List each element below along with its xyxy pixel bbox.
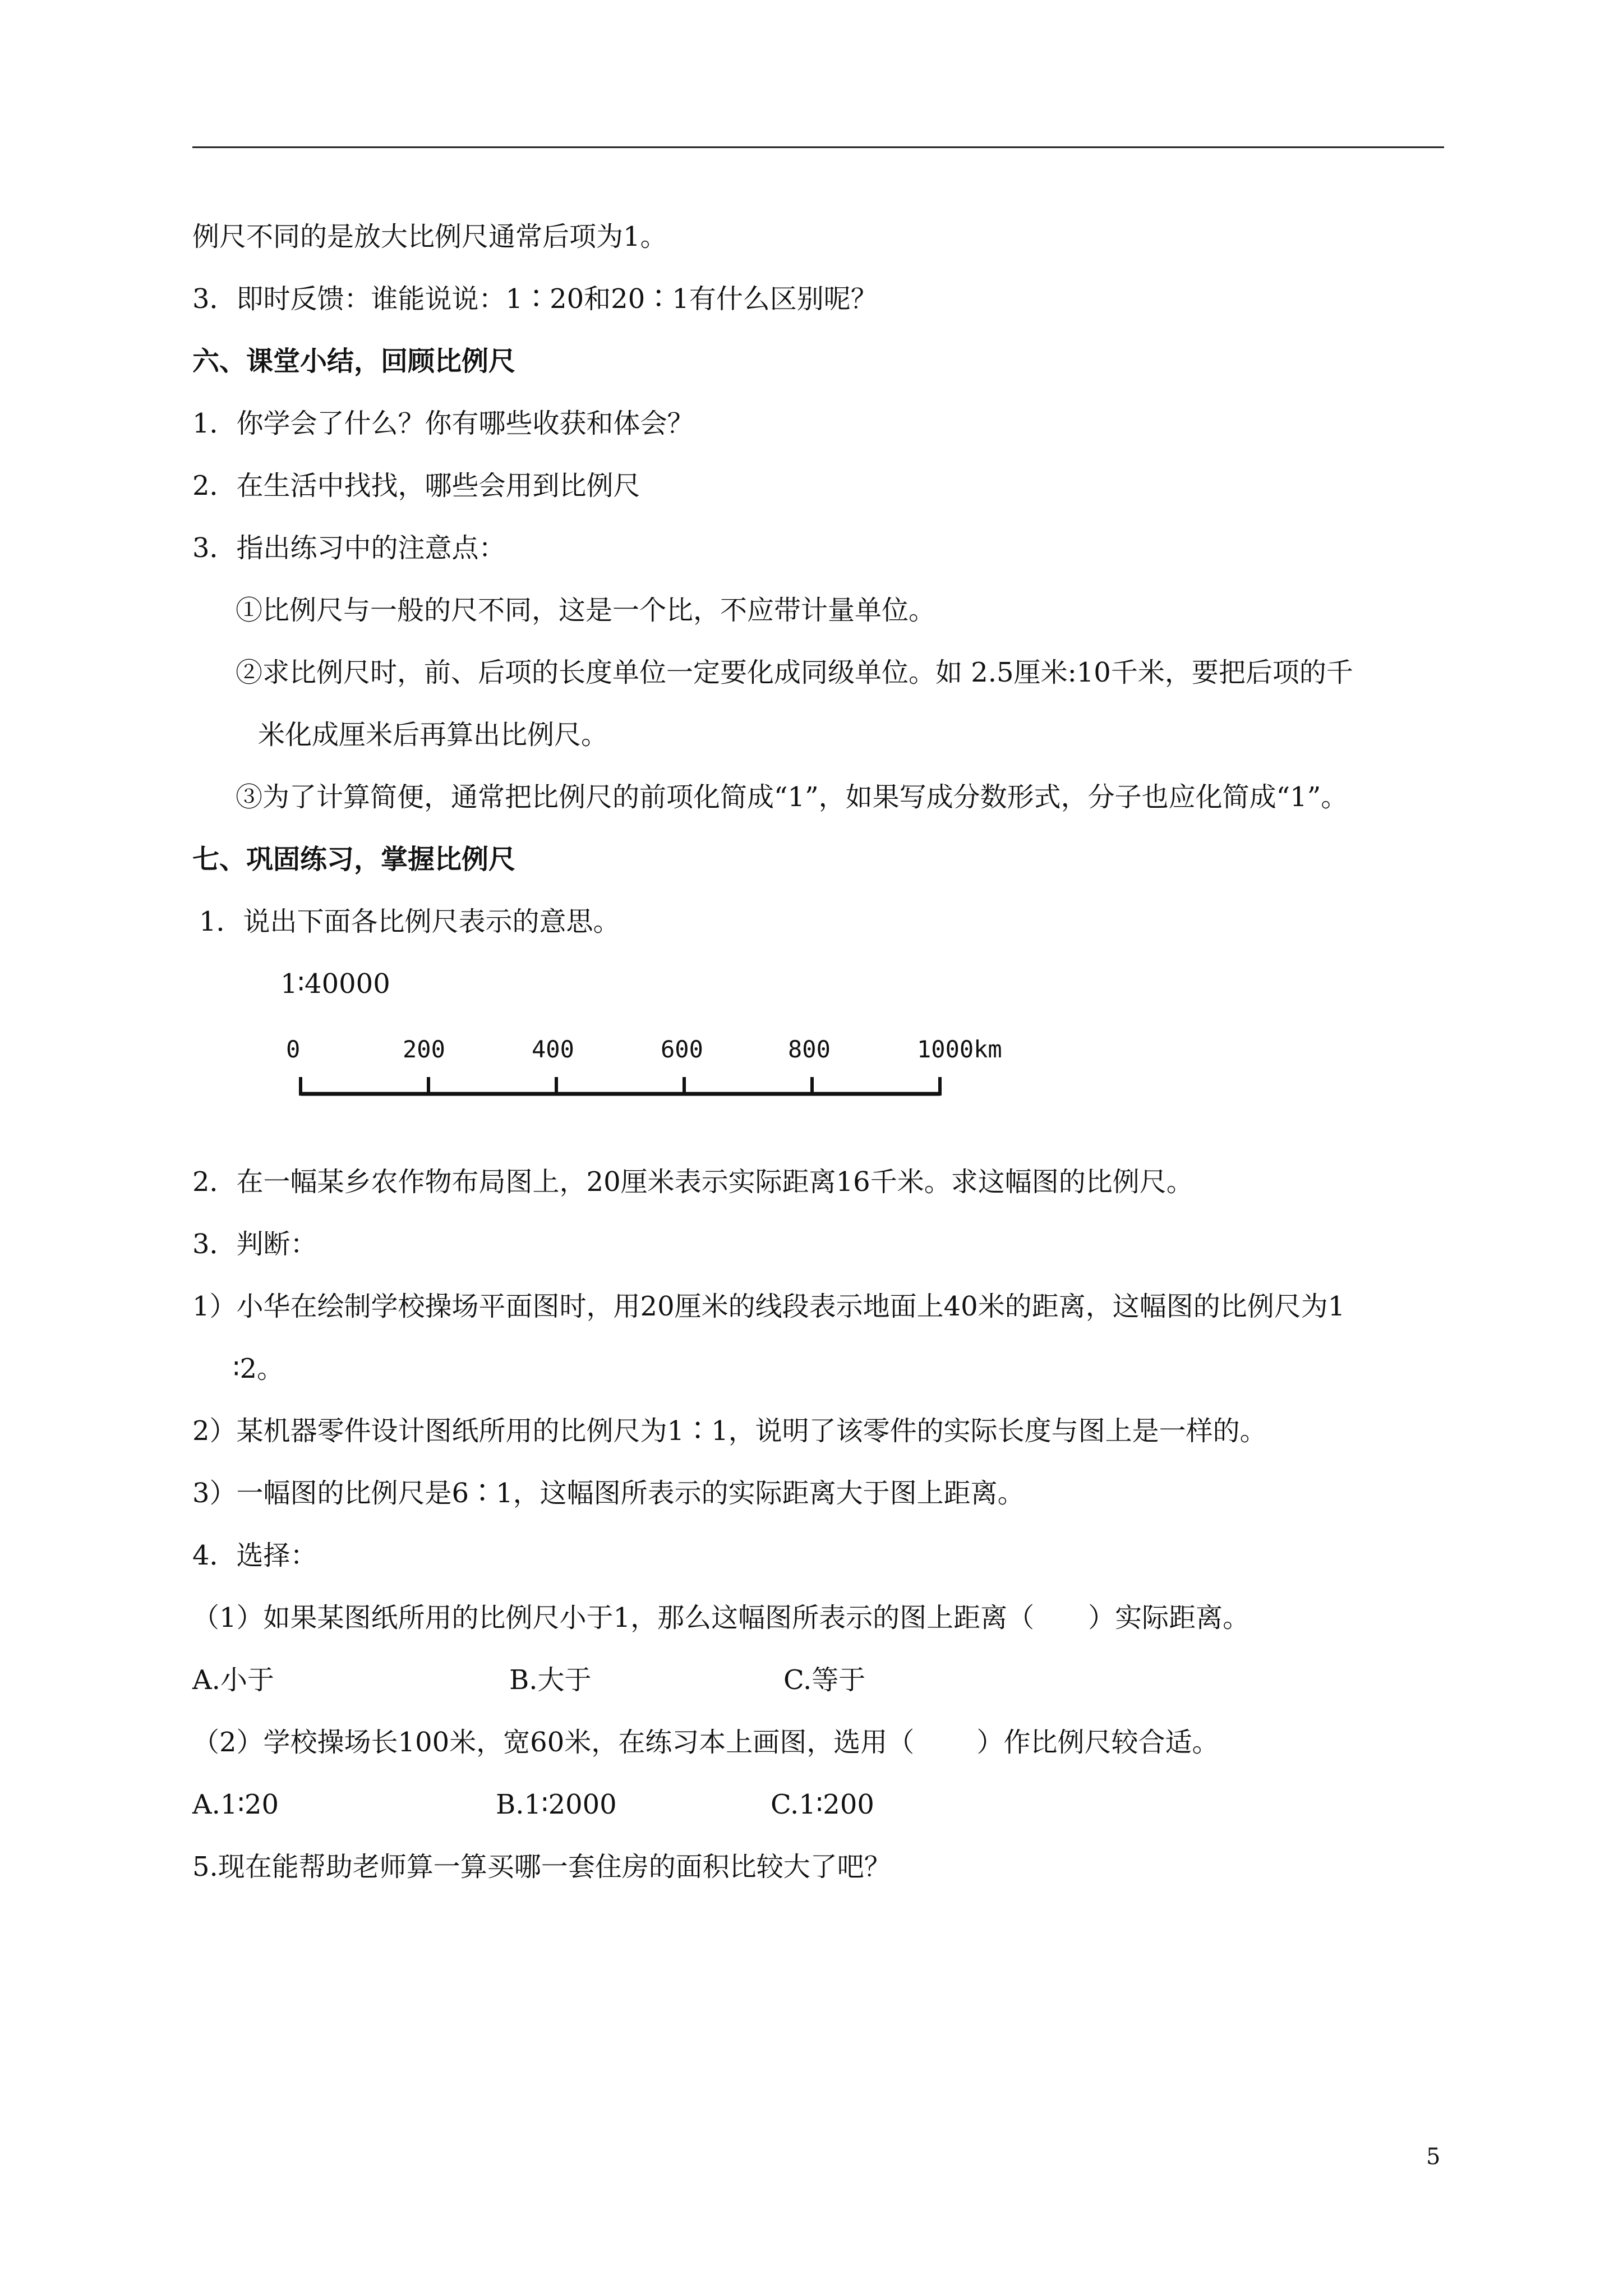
judge-item-1: 1）小华在绘制学校操场平面图时，用20厘米的线段表示地面上40米的距离，这幅图的比例尺为1 bbox=[192, 1291, 1345, 1322]
note-item-1: ①比例尺与一般的尺不同，这是一个比，不应带计量单位。 bbox=[236, 595, 936, 626]
choice-1-option-a: A.小于 bbox=[192, 1664, 274, 1696]
scale-label-0: 0 bbox=[286, 1036, 301, 1063]
choice-2-option-a: A.1∶20 bbox=[192, 1789, 279, 1820]
scale-ratio: 1∶40000 bbox=[280, 968, 390, 1000]
note-item-2: ②求比例尺时，前、后项的长度单位一定要化成同级单位。如 2.5厘米:10千米，要把后项的千 bbox=[236, 657, 1353, 688]
scale-label-800: 800 bbox=[788, 1036, 831, 1063]
exercise-1: 1．说出下面各比例尺表示的意思。 bbox=[199, 906, 620, 937]
scale-label-600: 600 bbox=[661, 1036, 703, 1063]
choice-2-option-b: B.1∶2000 bbox=[496, 1789, 617, 1820]
note-item-2-cont: 米化成厘米后再算出比例尺。 bbox=[258, 719, 608, 751]
text-line-4: 2．在生活中找找，哪些会用到比例尺 bbox=[192, 470, 640, 501]
scale-label-400: 400 bbox=[532, 1036, 574, 1063]
text-line-2: 3．即时反馈：谁能说说：1∶20和20∶1有什么区别呢？ bbox=[192, 283, 878, 315]
judge-item-1-cont: ∶2。 bbox=[233, 1353, 284, 1384]
section-heading-6: 六、课堂小结，回顾比例尺 bbox=[192, 346, 516, 377]
header-rule bbox=[192, 146, 1444, 148]
exercise-4: 4．选择： bbox=[192, 1540, 317, 1571]
choice-question-1: （1）如果某图纸所用的比例尺小于1，那么这幅图所表示的图上距离（ ）实际距离。 bbox=[192, 1602, 1250, 1634]
scale-label-1000km: 1000km bbox=[917, 1036, 1002, 1063]
choice-1-option-b: B.大于 bbox=[509, 1664, 592, 1696]
choice-1-option-c: C.等于 bbox=[783, 1664, 866, 1696]
scale-bar bbox=[280, 1032, 1009, 1105]
section-heading-7: 七、巩固练习，掌握比例尺 bbox=[192, 844, 516, 875]
choice-2-option-c: C.1∶200 bbox=[771, 1789, 874, 1820]
note-item-3: ③为了计算简便，通常把比例尺的前项化简成“1”，如果写成分数形式，分子也应化简成“1”。 bbox=[236, 781, 1348, 813]
scale-label-200: 200 bbox=[403, 1036, 445, 1063]
exercise-5: 5.现在能帮助老师算一算买哪一套住房的面积比较大了吧？ bbox=[192, 1851, 891, 1883]
text-line-1: 例尺不同的是放大比例尺通常后项为1。 bbox=[192, 221, 667, 252]
text-line-3: 1．你学会了什么？你有哪些收获和体会？ bbox=[192, 408, 694, 439]
exercise-3: 3．判断： bbox=[192, 1228, 317, 1260]
exercise-2: 2．在一幅某乡农作物布局图上，20厘米表示实际距离16千米。求这幅图的比例尺。 bbox=[192, 1166, 1193, 1198]
judge-item-2: 2）某机器零件设计图纸所用的比例尺为1∶1，说明了该零件的实际长度与图上是一样的。 bbox=[192, 1415, 1267, 1447]
text-line-5: 3．指出练习中的注意点： bbox=[192, 532, 506, 564]
judge-item-3: 3）一幅图的比例尺是6∶1，这幅图所表示的实际距离大于图上距离。 bbox=[192, 1478, 1025, 1509]
page-number: 5 bbox=[1426, 2144, 1441, 2170]
choice-question-2: （2）学校操场长100米，宽60米，在练习本上画图，选用（ ）作比例尺较合适。 bbox=[192, 1727, 1219, 1758]
